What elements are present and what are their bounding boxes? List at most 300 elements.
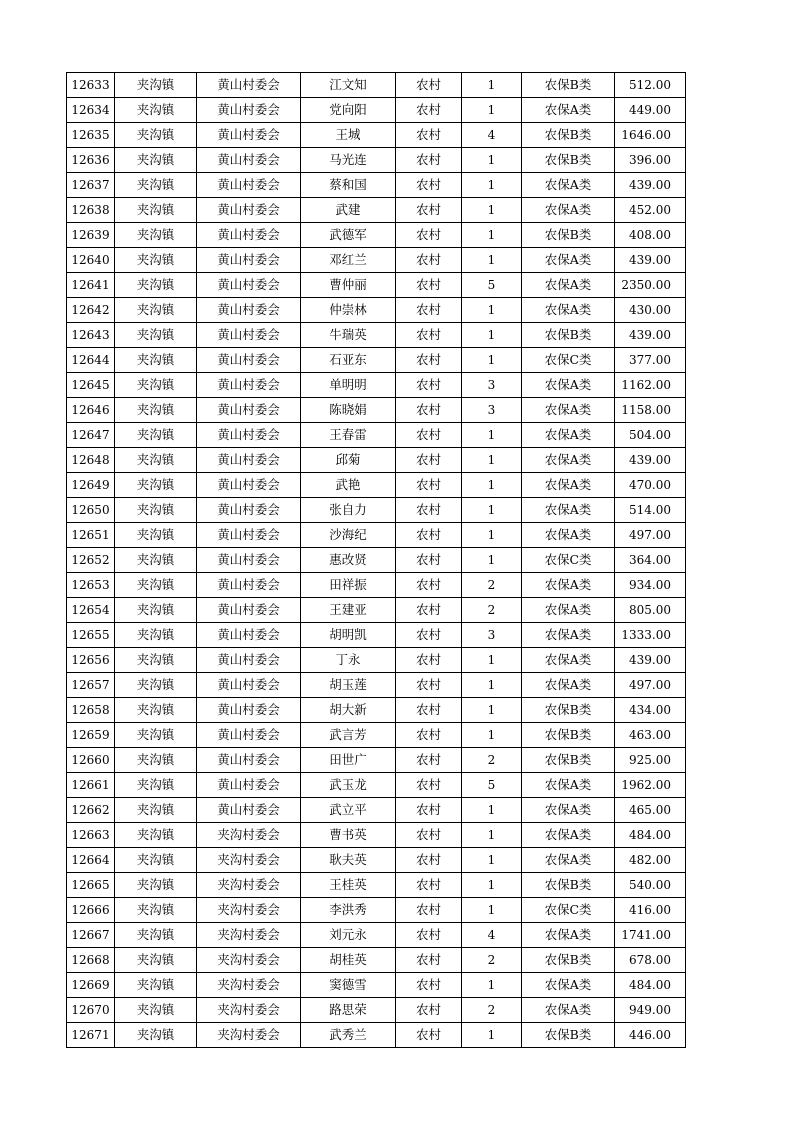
village-cell: 黄山村委会 (197, 523, 301, 548)
household-type-cell: 农村 (396, 473, 462, 498)
table-row (67, 323, 686, 348)
table-row (67, 948, 686, 973)
town-cell: 夹沟镇 (115, 923, 197, 948)
member-count-cell: 2 (462, 598, 522, 623)
household-type-cell: 农村 (396, 273, 462, 298)
town-cell: 夹沟镇 (115, 148, 197, 173)
household-type-cell: 农村 (396, 248, 462, 273)
name-cell: 邱菊 (301, 448, 396, 473)
member-count-cell: 1 (462, 348, 522, 373)
member-count-cell: 1 (462, 873, 522, 898)
category-cell: 农保A类 (522, 423, 615, 448)
amount-cell: 396.00 (615, 148, 686, 173)
benefit-table (66, 72, 686, 1048)
table-row (67, 773, 686, 798)
category-cell: 农保B类 (522, 723, 615, 748)
town-cell: 夹沟镇 (115, 98, 197, 123)
household-type-cell: 农村 (396, 223, 462, 248)
record-id-cell: 12641 (67, 273, 115, 298)
category-cell: 农保A类 (522, 98, 615, 123)
category-cell: 农保C类 (522, 898, 615, 923)
table-row (67, 573, 686, 598)
category-cell: 农保A类 (522, 623, 615, 648)
category-cell: 农保A类 (522, 973, 615, 998)
village-cell: 黄山村委会 (197, 748, 301, 773)
amount-cell: 465.00 (615, 798, 686, 823)
household-type-cell: 农村 (396, 523, 462, 548)
town-cell: 夹沟镇 (115, 848, 197, 873)
table-row (67, 98, 686, 123)
member-count-cell: 1 (462, 498, 522, 523)
household-type-cell: 农村 (396, 673, 462, 698)
village-cell: 黄山村委会 (197, 73, 301, 98)
household-type-cell: 农村 (396, 98, 462, 123)
village-cell: 黄山村委会 (197, 548, 301, 573)
household-type-cell: 农村 (396, 1023, 462, 1048)
name-cell: 刘元永 (301, 923, 396, 948)
record-id-cell: 12642 (67, 298, 115, 323)
household-type-cell: 农村 (396, 973, 462, 998)
name-cell: 江文知 (301, 73, 396, 98)
member-count-cell: 1 (462, 698, 522, 723)
town-cell: 夹沟镇 (115, 573, 197, 598)
name-cell: 蔡和国 (301, 173, 396, 198)
household-type-cell: 农村 (396, 348, 462, 373)
amount-cell: 439.00 (615, 323, 686, 348)
category-cell: 农保B类 (522, 148, 615, 173)
town-cell: 夹沟镇 (115, 548, 197, 573)
member-count-cell: 2 (462, 948, 522, 973)
household-type-cell: 农村 (396, 323, 462, 348)
village-cell: 黄山村委会 (197, 773, 301, 798)
category-cell: 农保A类 (522, 498, 615, 523)
household-type-cell: 农村 (396, 623, 462, 648)
table-row (67, 548, 686, 573)
name-cell: 窦德雪 (301, 973, 396, 998)
amount-cell: 1741.00 (615, 923, 686, 948)
record-id-cell: 12654 (67, 598, 115, 623)
table-row (67, 973, 686, 998)
category-cell: 农保C类 (522, 548, 615, 573)
table-row (67, 623, 686, 648)
record-id-cell: 12669 (67, 973, 115, 998)
table-row (67, 298, 686, 323)
household-type-cell: 农村 (396, 923, 462, 948)
household-type-cell: 农村 (396, 73, 462, 98)
household-type-cell: 农村 (396, 598, 462, 623)
table-row (67, 923, 686, 948)
town-cell: 夹沟镇 (115, 998, 197, 1023)
village-cell: 黄山村委会 (197, 473, 301, 498)
name-cell: 武言芳 (301, 723, 396, 748)
amount-cell: 805.00 (615, 598, 686, 623)
town-cell: 夹沟镇 (115, 748, 197, 773)
village-cell: 黄山村委会 (197, 223, 301, 248)
category-cell: 农保A类 (522, 998, 615, 1023)
name-cell: 路思荣 (301, 998, 396, 1023)
village-cell: 黄山村委会 (197, 373, 301, 398)
record-id-cell: 12634 (67, 98, 115, 123)
name-cell: 惠改贤 (301, 548, 396, 573)
member-count-cell: 1 (462, 798, 522, 823)
household-type-cell: 农村 (396, 498, 462, 523)
record-id-cell: 12653 (67, 573, 115, 598)
record-id-cell: 12665 (67, 873, 115, 898)
amount-cell: 449.00 (615, 98, 686, 123)
category-cell: 农保A类 (522, 248, 615, 273)
amount-cell: 540.00 (615, 873, 686, 898)
name-cell: 邓红兰 (301, 248, 396, 273)
category-cell: 农保A类 (522, 448, 615, 473)
household-type-cell: 农村 (396, 423, 462, 448)
category-cell: 农保A类 (522, 598, 615, 623)
town-cell: 夹沟镇 (115, 698, 197, 723)
amount-cell: 377.00 (615, 348, 686, 373)
record-id-cell: 12643 (67, 323, 115, 348)
record-id-cell: 12649 (67, 473, 115, 498)
amount-cell: 364.00 (615, 548, 686, 573)
name-cell: 仲崇林 (301, 298, 396, 323)
town-cell: 夹沟镇 (115, 898, 197, 923)
village-cell: 夹沟村委会 (197, 1023, 301, 1048)
member-count-cell: 5 (462, 773, 522, 798)
village-cell: 黄山村委会 (197, 648, 301, 673)
village-cell: 夹沟村委会 (197, 998, 301, 1023)
household-type-cell: 农村 (396, 298, 462, 323)
record-id-cell: 12667 (67, 923, 115, 948)
member-count-cell: 1 (462, 898, 522, 923)
name-cell: 胡玉莲 (301, 673, 396, 698)
category-cell: 农保A类 (522, 273, 615, 298)
town-cell: 夹沟镇 (115, 323, 197, 348)
town-cell: 夹沟镇 (115, 223, 197, 248)
amount-cell: 439.00 (615, 648, 686, 673)
category-cell: 农保A类 (522, 473, 615, 498)
record-id-cell: 12671 (67, 1023, 115, 1048)
village-cell: 黄山村委会 (197, 448, 301, 473)
name-cell: 武立平 (301, 798, 396, 823)
member-count-cell: 3 (462, 623, 522, 648)
amount-cell: 439.00 (615, 173, 686, 198)
record-id-cell: 12670 (67, 998, 115, 1023)
table-row (67, 473, 686, 498)
table-row (67, 648, 686, 673)
town-cell: 夹沟镇 (115, 798, 197, 823)
category-cell: 农保B类 (522, 748, 615, 773)
table-row (67, 1023, 686, 1048)
record-id-cell: 12633 (67, 73, 115, 98)
town-cell: 夹沟镇 (115, 198, 197, 223)
amount-cell: 1333.00 (615, 623, 686, 648)
category-cell: 农保A类 (522, 848, 615, 873)
table-row (67, 848, 686, 873)
village-cell: 黄山村委会 (197, 673, 301, 698)
table-row (67, 823, 686, 848)
town-cell: 夹沟镇 (115, 873, 197, 898)
table-row (67, 898, 686, 923)
village-cell: 黄山村委会 (197, 348, 301, 373)
town-cell: 夹沟镇 (115, 773, 197, 798)
category-cell: 农保A类 (522, 298, 615, 323)
amount-cell: 408.00 (615, 223, 686, 248)
amount-cell: 925.00 (615, 748, 686, 773)
household-type-cell: 农村 (396, 798, 462, 823)
village-cell: 黄山村委会 (197, 623, 301, 648)
amount-cell: 504.00 (615, 423, 686, 448)
village-cell: 黄山村委会 (197, 173, 301, 198)
village-cell: 黄山村委会 (197, 98, 301, 123)
category-cell: 农保A类 (522, 798, 615, 823)
name-cell: 马光连 (301, 148, 396, 173)
village-cell: 黄山村委会 (197, 123, 301, 148)
member-count-cell: 4 (462, 123, 522, 148)
category-cell: 农保B类 (522, 1023, 615, 1048)
table-row (67, 73, 686, 98)
village-cell: 夹沟村委会 (197, 898, 301, 923)
record-id-cell: 12656 (67, 648, 115, 673)
category-cell: 农保B类 (522, 223, 615, 248)
member-count-cell: 1 (462, 473, 522, 498)
member-count-cell: 1 (462, 448, 522, 473)
amount-cell: 2350.00 (615, 273, 686, 298)
household-type-cell: 农村 (396, 148, 462, 173)
name-cell: 胡明凯 (301, 623, 396, 648)
town-cell: 夹沟镇 (115, 423, 197, 448)
household-type-cell: 农村 (396, 573, 462, 598)
table-row (67, 423, 686, 448)
name-cell: 陈晓娟 (301, 398, 396, 423)
category-cell: 农保B类 (522, 123, 615, 148)
village-cell: 夹沟村委会 (197, 948, 301, 973)
town-cell: 夹沟镇 (115, 673, 197, 698)
name-cell: 单明明 (301, 373, 396, 398)
member-count-cell: 1 (462, 973, 522, 998)
table-row (67, 348, 686, 373)
household-type-cell: 农村 (396, 448, 462, 473)
record-id-cell: 12664 (67, 848, 115, 873)
household-type-cell: 农村 (396, 873, 462, 898)
record-id-cell: 12637 (67, 173, 115, 198)
name-cell: 王城 (301, 123, 396, 148)
town-cell: 夹沟镇 (115, 948, 197, 973)
household-type-cell: 农村 (396, 123, 462, 148)
category-cell: 农保A类 (522, 373, 615, 398)
record-id-cell: 12668 (67, 948, 115, 973)
member-count-cell: 1 (462, 1023, 522, 1048)
town-cell: 夹沟镇 (115, 173, 197, 198)
table-row (67, 273, 686, 298)
member-count-cell: 1 (462, 223, 522, 248)
member-count-cell: 1 (462, 148, 522, 173)
member-count-cell: 1 (462, 98, 522, 123)
record-id-cell: 12638 (67, 198, 115, 223)
town-cell: 夹沟镇 (115, 473, 197, 498)
record-id-cell: 12650 (67, 498, 115, 523)
record-id-cell: 12662 (67, 798, 115, 823)
town-cell: 夹沟镇 (115, 648, 197, 673)
name-cell: 曹仲丽 (301, 273, 396, 298)
record-id-cell: 12646 (67, 398, 115, 423)
record-id-cell: 12666 (67, 898, 115, 923)
amount-cell: 512.00 (615, 73, 686, 98)
village-cell: 黄山村委会 (197, 573, 301, 598)
record-id-cell: 12640 (67, 248, 115, 273)
category-cell: 农保A类 (522, 923, 615, 948)
amount-cell: 482.00 (615, 848, 686, 873)
record-id-cell: 12645 (67, 373, 115, 398)
name-cell: 田世广 (301, 748, 396, 773)
member-count-cell: 2 (462, 748, 522, 773)
name-cell: 李洪秀 (301, 898, 396, 923)
amount-cell: 484.00 (615, 973, 686, 998)
table-row (67, 223, 686, 248)
member-count-cell: 1 (462, 298, 522, 323)
name-cell: 党向阳 (301, 98, 396, 123)
name-cell: 曹书英 (301, 823, 396, 848)
town-cell: 夹沟镇 (115, 348, 197, 373)
table-row (67, 373, 686, 398)
town-cell: 夹沟镇 (115, 448, 197, 473)
table-row (67, 148, 686, 173)
amount-cell: 514.00 (615, 498, 686, 523)
name-cell: 武艳 (301, 473, 396, 498)
amount-cell: 434.00 (615, 698, 686, 723)
category-cell: 农保A类 (522, 398, 615, 423)
member-count-cell: 1 (462, 723, 522, 748)
town-cell: 夹沟镇 (115, 523, 197, 548)
member-count-cell: 1 (462, 548, 522, 573)
name-cell: 武秀兰 (301, 1023, 396, 1048)
record-id-cell: 12635 (67, 123, 115, 148)
village-cell: 夹沟村委会 (197, 873, 301, 898)
household-type-cell: 农村 (396, 948, 462, 973)
record-id-cell: 12651 (67, 523, 115, 548)
member-count-cell: 5 (462, 273, 522, 298)
member-count-cell: 1 (462, 73, 522, 98)
name-cell: 丁永 (301, 648, 396, 673)
name-cell: 王桂英 (301, 873, 396, 898)
category-cell: 农保B类 (522, 948, 615, 973)
name-cell: 武德军 (301, 223, 396, 248)
amount-cell: 1962.00 (615, 773, 686, 798)
category-cell: 农保A类 (522, 173, 615, 198)
member-count-cell: 3 (462, 398, 522, 423)
member-count-cell: 1 (462, 848, 522, 873)
record-id-cell: 12659 (67, 723, 115, 748)
amount-cell: 1162.00 (615, 373, 686, 398)
record-id-cell: 12648 (67, 448, 115, 473)
household-type-cell: 农村 (396, 398, 462, 423)
household-type-cell: 农村 (396, 648, 462, 673)
household-type-cell: 农村 (396, 773, 462, 798)
amount-cell: 1646.00 (615, 123, 686, 148)
amount-cell: 452.00 (615, 198, 686, 223)
name-cell: 武玉龙 (301, 773, 396, 798)
amount-cell: 430.00 (615, 298, 686, 323)
village-cell: 黄山村委会 (197, 273, 301, 298)
household-type-cell: 农村 (396, 898, 462, 923)
member-count-cell: 1 (462, 198, 522, 223)
record-id-cell: 12658 (67, 698, 115, 723)
household-type-cell: 农村 (396, 823, 462, 848)
table-row (67, 248, 686, 273)
category-cell: 农保A类 (522, 648, 615, 673)
village-cell: 黄山村委会 (197, 398, 301, 423)
town-cell: 夹沟镇 (115, 1023, 197, 1048)
member-count-cell: 4 (462, 923, 522, 948)
village-cell: 黄山村委会 (197, 698, 301, 723)
category-cell: 农保A类 (522, 773, 615, 798)
household-type-cell: 农村 (396, 173, 462, 198)
town-cell: 夹沟镇 (115, 623, 197, 648)
category-cell: 农保B类 (522, 73, 615, 98)
household-type-cell: 农村 (396, 698, 462, 723)
record-id-cell: 12657 (67, 673, 115, 698)
table-row (67, 873, 686, 898)
amount-cell: 497.00 (615, 523, 686, 548)
record-id-cell: 12655 (67, 623, 115, 648)
record-id-cell: 12644 (67, 348, 115, 373)
record-id-cell: 12661 (67, 773, 115, 798)
name-cell: 牛瑞英 (301, 323, 396, 348)
village-cell: 黄山村委会 (197, 323, 301, 348)
member-count-cell: 2 (462, 998, 522, 1023)
village-cell: 黄山村委会 (197, 498, 301, 523)
amount-cell: 1158.00 (615, 398, 686, 423)
amount-cell: 497.00 (615, 673, 686, 698)
member-count-cell: 1 (462, 173, 522, 198)
household-type-cell: 农村 (396, 373, 462, 398)
category-cell: 农保A类 (522, 523, 615, 548)
table-row (67, 173, 686, 198)
amount-cell: 446.00 (615, 1023, 686, 1048)
village-cell: 黄山村委会 (197, 198, 301, 223)
town-cell: 夹沟镇 (115, 723, 197, 748)
village-cell: 夹沟村委会 (197, 923, 301, 948)
member-count-cell: 1 (462, 248, 522, 273)
amount-cell: 416.00 (615, 898, 686, 923)
table-row (67, 123, 686, 148)
record-id-cell: 12652 (67, 548, 115, 573)
record-id-cell: 12647 (67, 423, 115, 448)
household-type-cell: 农村 (396, 723, 462, 748)
name-cell: 田祥振 (301, 573, 396, 598)
village-cell: 黄山村委会 (197, 148, 301, 173)
member-count-cell: 3 (462, 373, 522, 398)
town-cell: 夹沟镇 (115, 973, 197, 998)
category-cell: 农保A类 (522, 823, 615, 848)
table-body (67, 73, 686, 1048)
household-type-cell: 农村 (396, 748, 462, 773)
category-cell: 农保B类 (522, 873, 615, 898)
town-cell: 夹沟镇 (115, 273, 197, 298)
household-type-cell: 农村 (396, 998, 462, 1023)
table-row (67, 673, 686, 698)
member-count-cell: 2 (462, 573, 522, 598)
amount-cell: 934.00 (615, 573, 686, 598)
town-cell: 夹沟镇 (115, 123, 197, 148)
village-cell: 黄山村委会 (197, 798, 301, 823)
category-cell: 农保A类 (522, 198, 615, 223)
amount-cell: 439.00 (615, 448, 686, 473)
table-row (67, 698, 686, 723)
town-cell: 夹沟镇 (115, 398, 197, 423)
name-cell: 王建亚 (301, 598, 396, 623)
amount-cell: 678.00 (615, 948, 686, 973)
member-count-cell: 1 (462, 423, 522, 448)
table-row (67, 498, 686, 523)
village-cell: 夹沟村委会 (197, 823, 301, 848)
